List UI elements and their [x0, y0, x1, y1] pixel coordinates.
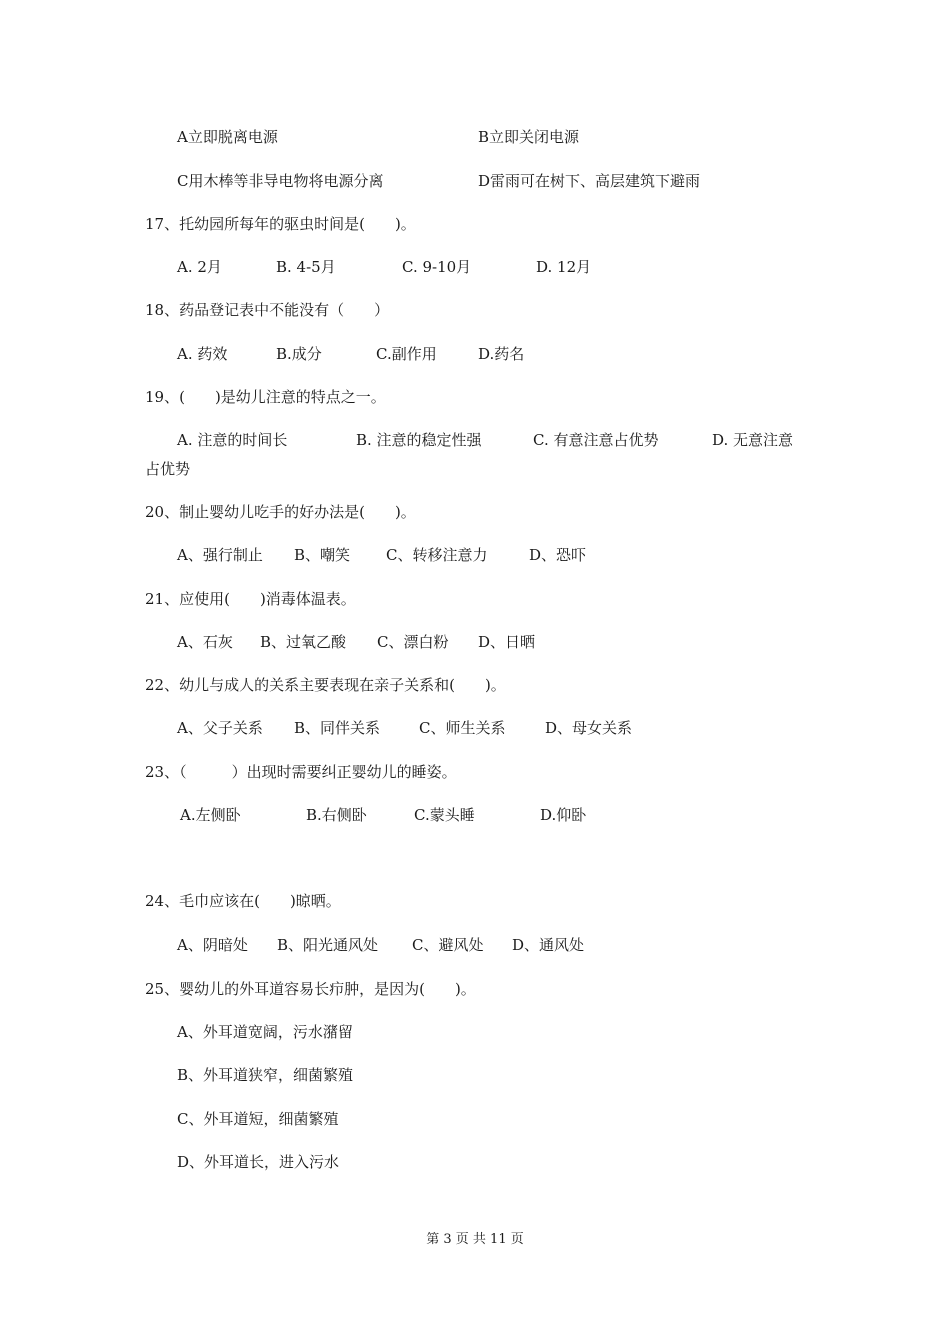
- q25-option-b: B、外耳道狭窄，细菌繁殖: [177, 1066, 354, 1084]
- q19-option-c: C. 有意注意占优势: [533, 431, 659, 449]
- q25-option-a: A、外耳道宽阔，污水潴留: [177, 1023, 353, 1041]
- q23-option-c: C.蒙头睡: [414, 806, 475, 824]
- q24-option-d: D、通风处: [512, 936, 585, 954]
- q19-option-d: D. 无意注意: [712, 431, 794, 449]
- q20-option-a: A、强行制止: [177, 546, 263, 564]
- q19-option-a: A. 注意的时间长: [177, 431, 288, 449]
- q21-option-c: C、漂白粉: [377, 633, 449, 651]
- q21-stem: 21、应使用( )消毒体温表。: [145, 590, 356, 608]
- q22-option-c: C、师生关系: [419, 719, 506, 737]
- q24-stem: 24、毛巾应该在( )晾晒。: [145, 892, 341, 910]
- q18-stem: 18、药品登记表中不能没有（ ）: [145, 301, 390, 319]
- q25-option-d: D、外耳道长，进入污水: [177, 1153, 340, 1171]
- q23-option-d: D.仰卧: [540, 806, 587, 824]
- q17-stem: 17、托幼园所每年的驱虫时间是( )。: [145, 215, 416, 233]
- q18-option-c: C.副作用: [376, 345, 437, 363]
- q24-option-c: C、避风处: [412, 936, 484, 954]
- q19-stem: 19、( )是幼儿注意的特点之一。: [145, 388, 386, 406]
- q25-option-c: C、外耳道短，细菌繁殖: [177, 1110, 339, 1128]
- q17-option-c: C. 9-10月: [402, 258, 472, 276]
- q21-option-a: A、石灰: [177, 633, 233, 651]
- q16-option-c: C用木棒等非导电物将电源分离: [177, 172, 384, 190]
- q22-stem: 22、幼儿与成人的关系主要表现在亲子关系和( )。: [145, 676, 506, 694]
- q22-option-b: B、同伴关系: [294, 719, 381, 737]
- q19-option-b: B. 注意的稳定性强: [356, 431, 482, 449]
- q23-option-b: B.右侧卧: [306, 806, 367, 824]
- q24-option-a: A、阴暗处: [177, 936, 248, 954]
- q20-option-c: C、转移注意力: [386, 546, 488, 564]
- q16-option-b: B立即关闭电源: [478, 128, 580, 146]
- q25-stem: 25、婴幼儿的外耳道容易长疖肿，是因为( )。: [145, 980, 476, 998]
- q17-option-b: B. 4-5月: [276, 258, 336, 276]
- q21-option-d: D、日晒: [478, 633, 536, 651]
- q16-option-a: A立即脱离电源: [177, 128, 278, 146]
- q16-option-d: D雷雨可在树下、高层建筑下避雨: [478, 172, 701, 190]
- q19-option-d-continuation: 占优势: [145, 460, 191, 478]
- q18-option-d: D.药名: [478, 345, 525, 363]
- q22-option-d: D、母女关系: [545, 719, 633, 737]
- q20-option-b: B、嘲笑: [294, 546, 351, 564]
- q20-stem: 20、制止婴幼儿吃手的好办法是( )。: [145, 503, 416, 521]
- q17-option-d: D. 12月: [536, 258, 592, 276]
- q18-option-b: B.成分: [276, 345, 322, 363]
- q18-option-a: A. 药效: [177, 345, 228, 363]
- q17-option-a: A. 2月: [177, 258, 222, 276]
- q24-option-b: B、阳光通风处: [277, 936, 379, 954]
- q20-option-d: D、恐吓: [529, 546, 587, 564]
- q23-stem: 23、（ ）出现时需要纠正婴幼儿的睡姿。: [145, 763, 457, 781]
- q21-option-b: B、过氧乙酸: [260, 633, 347, 651]
- q23-option-a: A.左侧卧: [180, 806, 241, 824]
- page-number-footer: 第 3 页 共 11 页: [426, 1232, 524, 1247]
- q22-option-a: A、父子关系: [177, 719, 263, 737]
